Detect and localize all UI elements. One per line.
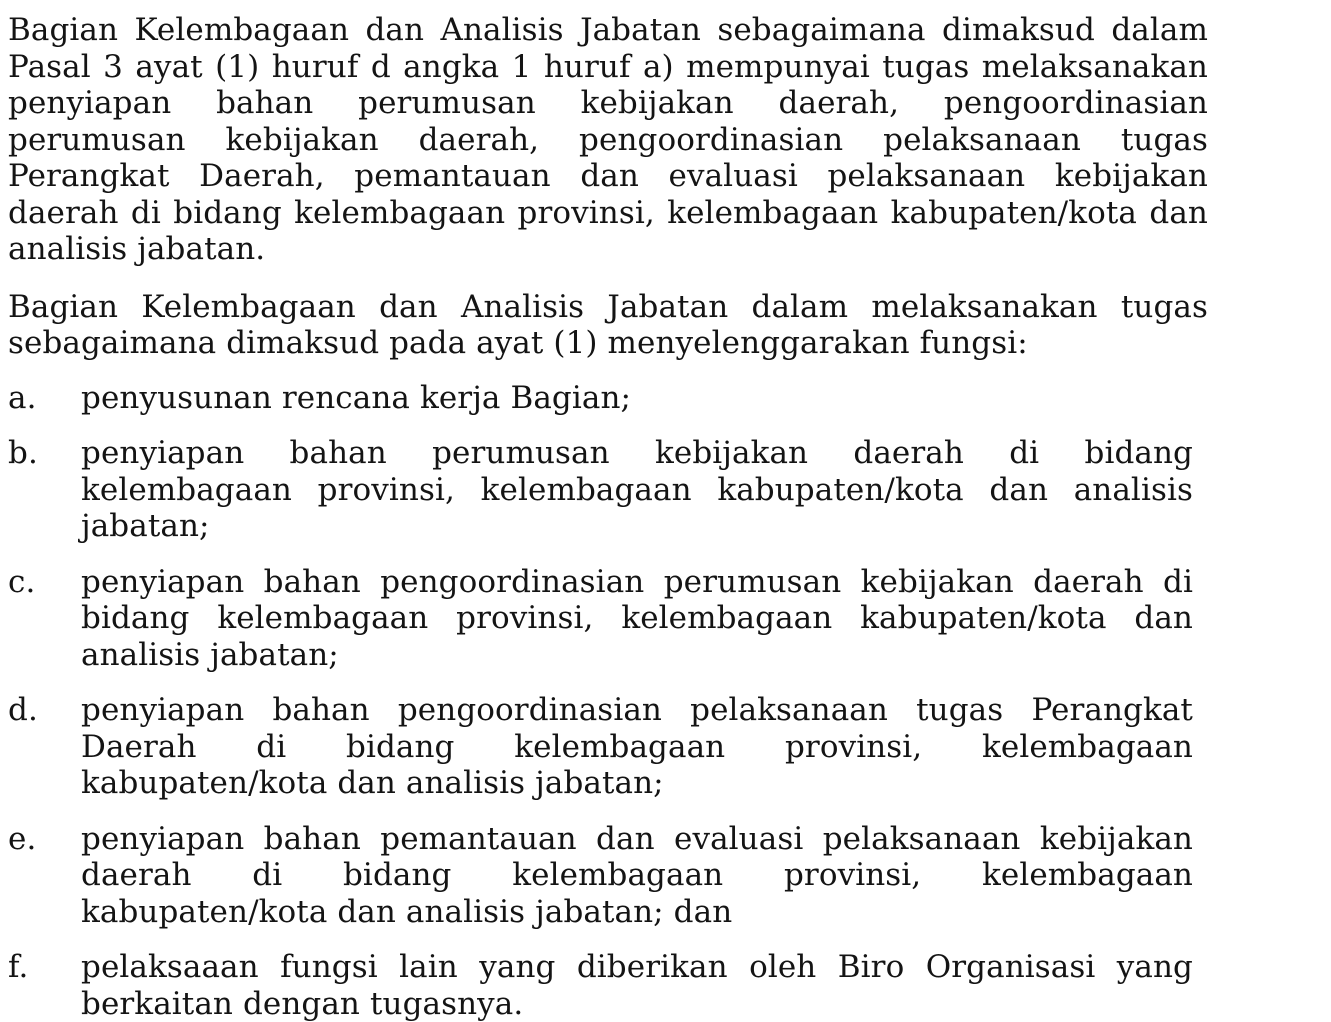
list-item-text: penyiapan bahan pengoordinasian pelaksanaan tugas Perangkat Daerah di bidang kelembagaan provinsi, kelembagaan kabupaten/kota dan analisis jabatan; (81, 692, 1193, 802)
list-item (8, 821, 1208, 931)
list-marker: a. (8, 380, 81, 417)
list-marker: f. (8, 949, 81, 1022)
list-item-text: penyiapan bahan pemantauan dan evaluasi pelaksanaan kebijakan daerah di bidang kelembagaan provinsi, kelembagaan kabupaten/kota dan analisis jabatan; dan (81, 821, 1193, 931)
functions-list (8, 380, 1208, 1022)
list-item (8, 564, 1208, 674)
list-item-text: penyiapan bahan perumusan kebijakan daerah di bidang kelembagaan provinsi, kelembagaan kabupaten/kota dan analisis jabatan; (81, 435, 1193, 545)
list-marker: d. (8, 692, 81, 802)
document-page (8, 12, 1208, 1022)
list-marker: c. (8, 564, 81, 674)
list-item (8, 949, 1208, 1022)
list-item-text: penyusunan rencana kerja Bagian; (81, 380, 1193, 417)
paragraph-functions-intro: Bagian Kelembagaan dan Analisis Jabatan dalam melaksanakan tugas sebagaimana dimaksud pada ayat (1) menyelenggarakan fungsi: (8, 289, 1208, 362)
list-item-text: pelaksaaan fungsi lain yang diberikan oleh Biro Organisasi yang berkaitan dengan tugasnya. (81, 949, 1193, 1022)
list-item-text: penyiapan bahan pengoordinasian perumusan kebijakan daerah di bidang kelembagaan provinsi, kelembagaan kabupaten/kota dan analisis jabatan; (81, 564, 1193, 674)
list-item (8, 380, 1208, 417)
list-marker: e. (8, 821, 81, 931)
paragraph-duty: Bagian Kelembagaan dan Analisis Jabatan sebagaimana dimaksud dalam Pasal 3 ayat (1) huruf d angka 1 huruf a) mempunyai tugas melaksanakan penyiapan bahan perumusan kebijakan daerah, pengoordinasian perumusan kebijakan daerah, pengoordinasian pelaksanaan tugas Perangkat Daerah, pemantauan dan evaluasi pelaksanaan kebijakan daerah di bidang kelembagaan provinsi, kelembagaan kabupaten/kota dan analisis jabatan. (8, 12, 1208, 268)
list-item (8, 435, 1208, 545)
list-marker: b. (8, 435, 81, 545)
list-item (8, 692, 1208, 802)
